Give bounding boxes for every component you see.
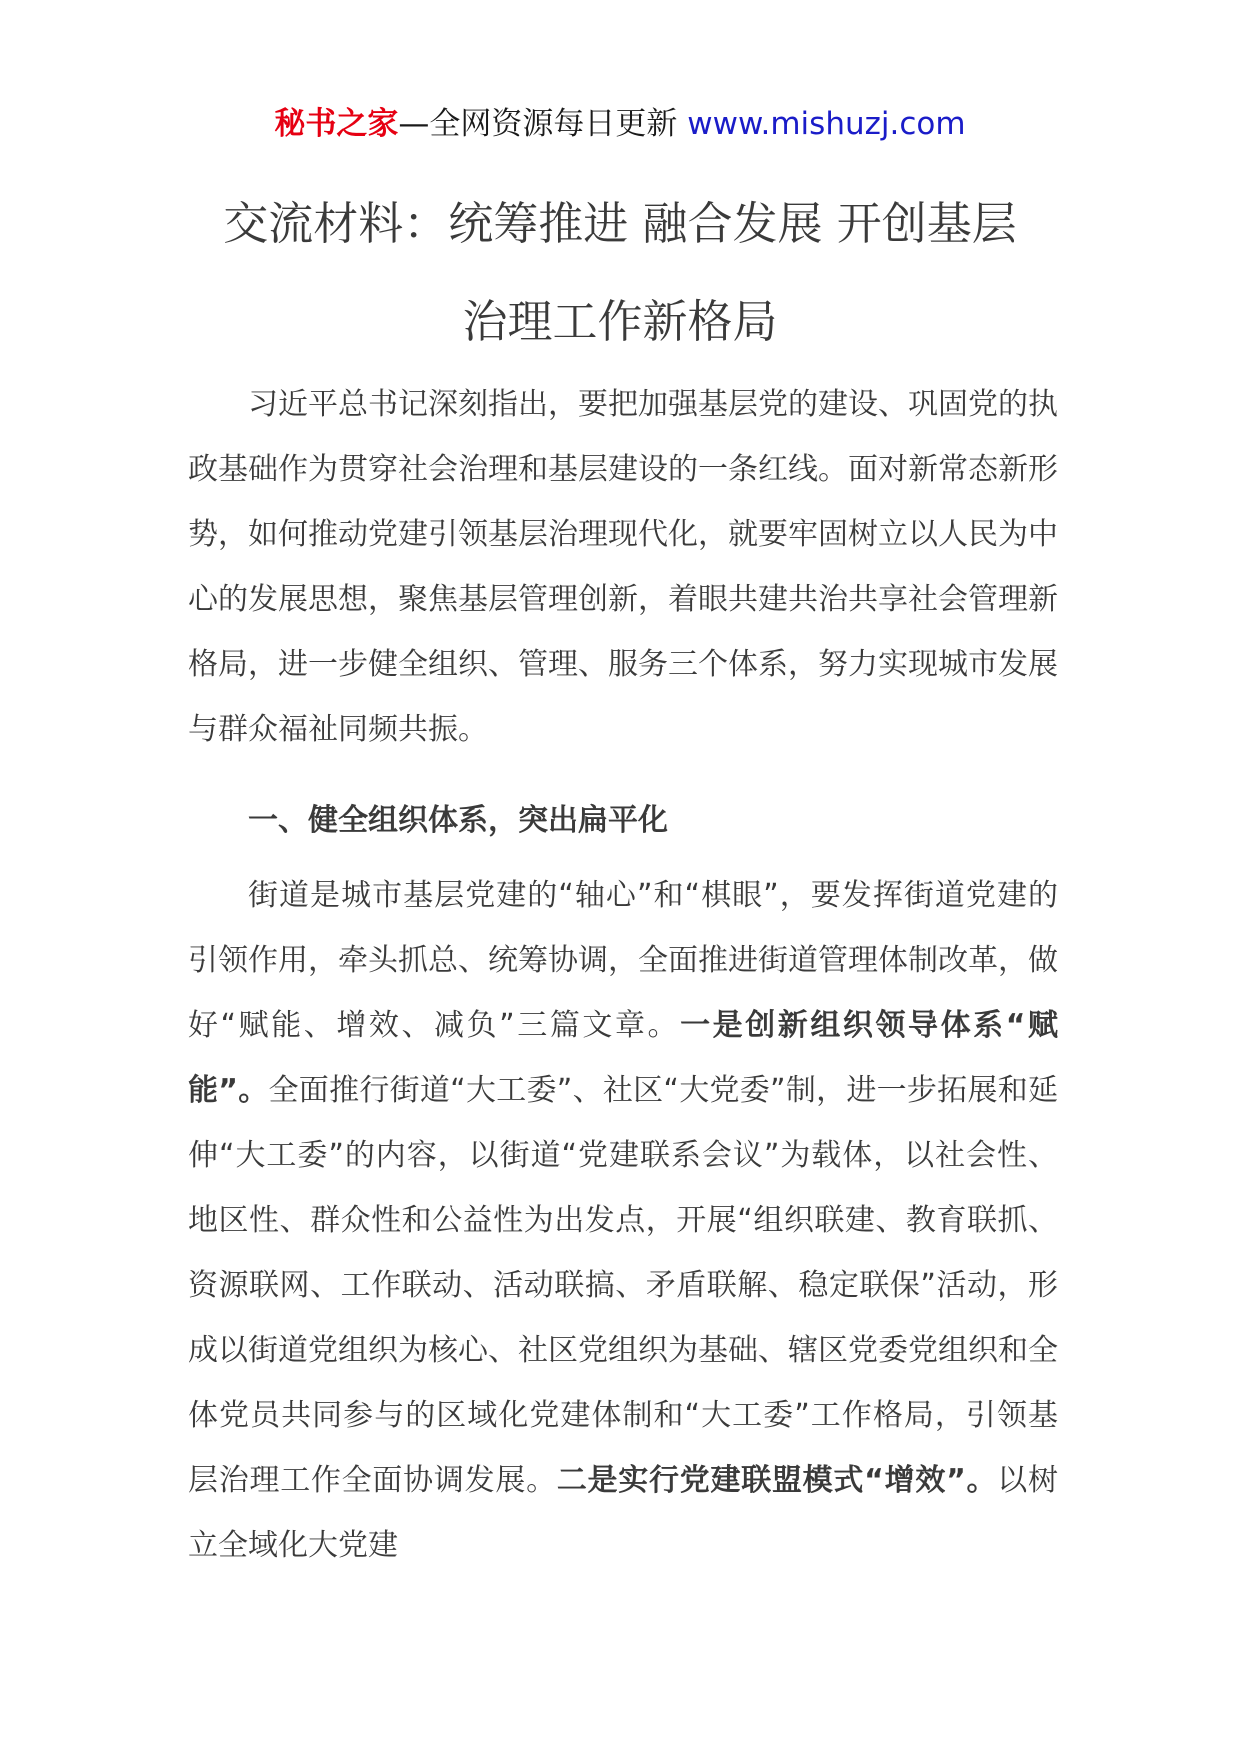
paragraph-text: 全面推行街道“大工委”、社区“大党委”制，进一步拓展和延伸“大工委”的内容，以街道“党建联系会议”为载体，以社会性、地区性、群众性和公益性为出发点，开展“组织联建、教育联抓、资源联网、工作联动、活动联搞、矛盾联解、稳定联保”活动，形成以街道党组织为核心、社区党组织为基础、辖区党委党组织和全体党员共同参与的区域化党建体制和“大工委”工作格局，引领基层治理工作全面协调发展。 [188, 1073, 1058, 1498]
section-heading-1: 一、健全组织体系，突出扁平化 [248, 803, 668, 838]
paragraph-text: 以树立全域化大党建 [188, 1463, 1058, 1563]
paragraph-text: 街道是城市基层党建的“轴心”和“棋眼”，要发挥街道党建的引领作用，牵头抓总、统筹协调，全面推进街道管理体制改革，做好“赋能、增效、减负”三篇文章。 [188, 878, 1058, 1043]
banner-url-link[interactable]: www.mishuzj.com [687, 106, 966, 142]
banner-slogan: —全网资源每日更新 [398, 106, 678, 142]
bold-point-1: 一是创新组织领导体系“赋能”。 [188, 1008, 1058, 1108]
banner-brand: 秘书之家 [274, 106, 399, 142]
document-body [188, 372, 1058, 1578]
document-title-line-1: 交流材料：统筹推进 融合发展 开创基层 [223, 197, 1017, 250]
paragraph-section-1 [188, 863, 1058, 1578]
document-title-line-2: 治理工作新格局 [462, 295, 778, 348]
site-banner [0, 100, 1240, 148]
paragraph-intro: 习近平总书记深刻指出，要把加强基层党的建设、巩固党的执政基础作为贯穿社会治理和基层建设的一条红线。面对新常态新形势，如何推动党建引领基层治理现代化，就要牢固树立以人民为中心的发展思想，聚焦基层管理创新，着眼共建共治共享社会管理新格局，进一步健全组织、管理、服务三个体系，努力实现城市发展与群众福祉同频共振。 [188, 387, 1058, 747]
bold-point-2: 二是实行党建联盟模式“增效”。 [556, 1463, 998, 1498]
